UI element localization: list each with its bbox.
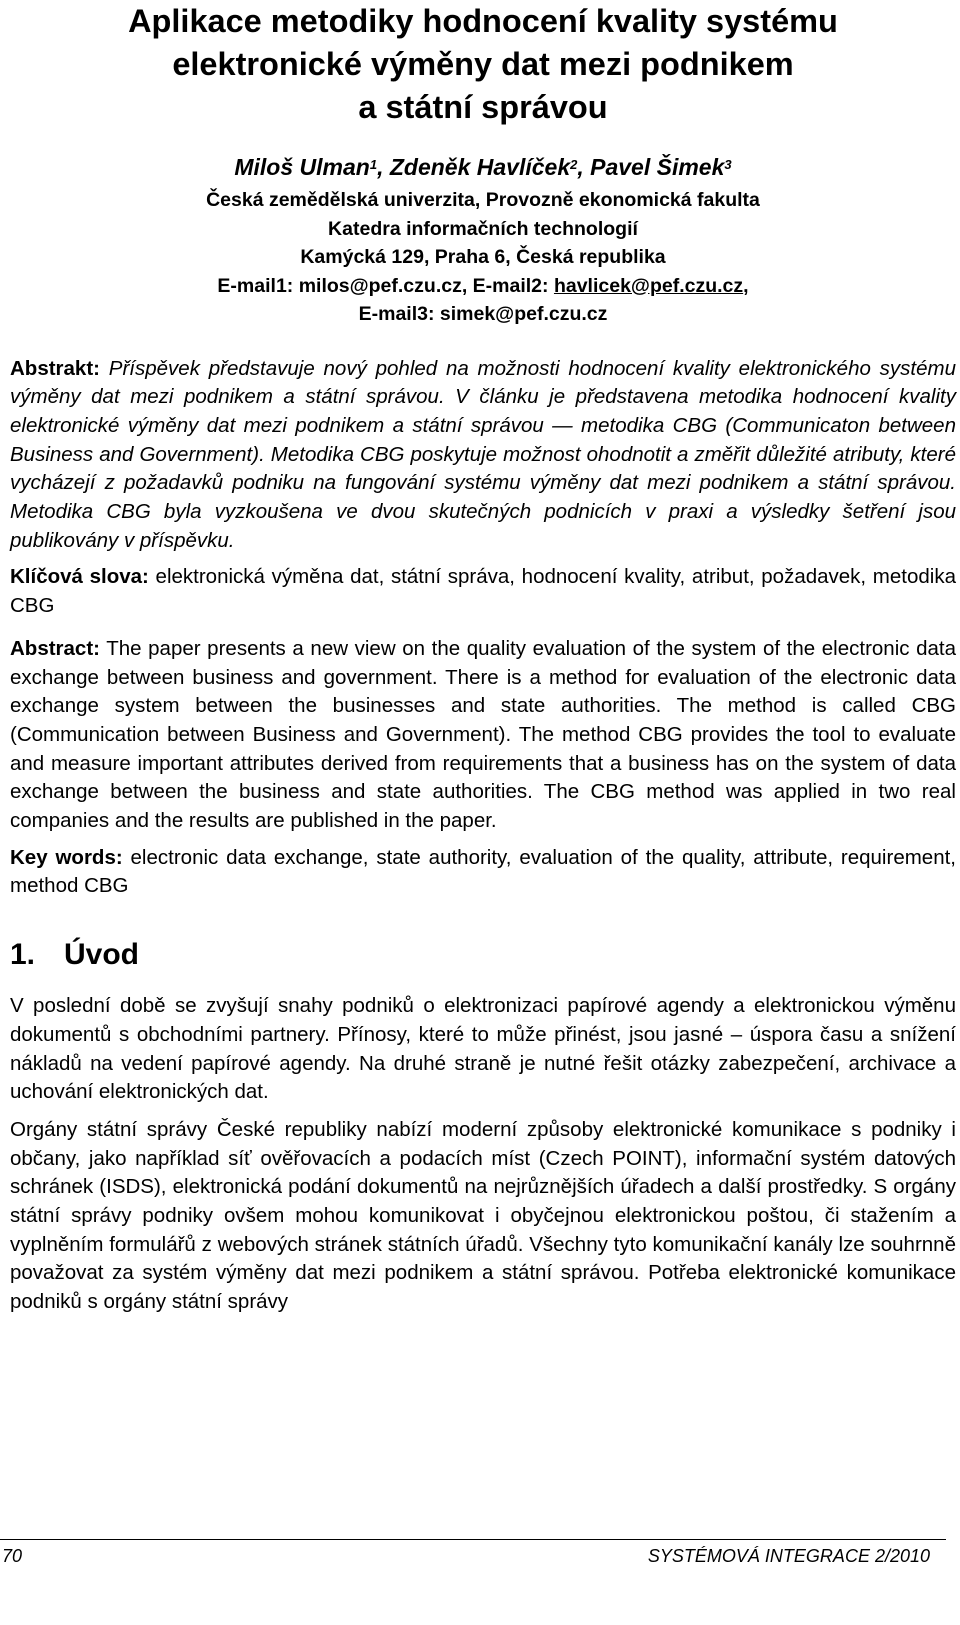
email-line-suffix: , <box>743 274 749 297</box>
section-heading <box>10 935 956 975</box>
affiliation-block <box>10 186 956 329</box>
title-line-3: a státní správou <box>358 89 608 125</box>
abstract-czech <box>10 355 956 556</box>
author-affiliation-mark: 2 <box>570 157 578 172</box>
author-name: Pavel Šimek <box>590 154 725 180</box>
affiliation-department: Katedra informačních technologií <box>328 217 638 240</box>
author-affiliation-mark: 1 <box>369 157 378 172</box>
keywords-czech-label: Klíčová slova: <box>10 565 149 589</box>
abstract-english <box>10 635 956 836</box>
abstract-czech-label: Abstrakt: <box>10 356 100 380</box>
keywords-czech-text: elektronická výměna dat, státní správa, hodnocení kvality, atribut, požadavek, metodika CBG <box>10 565 956 618</box>
section-title: Úvod <box>64 938 139 972</box>
title-line-1: Aplikace metodiky hodnocení kvality systému <box>128 3 838 39</box>
paper-title <box>10 0 956 129</box>
abstract-english-label: Abstract: <box>10 636 100 660</box>
author-affiliation-mark: 3 <box>724 157 732 172</box>
intro-paragraph-2: Orgány státní správy České republiky nabízí moderní způsoby elektronické komunikace s podniky i občany, jako například síť ověřovacích a podacích míst (Czech POINT), informační systém datových schránek (ISDS), elektronická podání dokumentů na nejrůznějších úřadech a další prostředky. S orgány státní správy podniky ovšem mohou komunikovat i obyčejnou elektronickou poštou, či stažením a vyplněním formulářů z webových stránek státních úřadů. Všechny tyto komunikační kanály lze souhrnně považovat za systém výměny dat mezi podnikem a státní správou. Potřeba elektronické komunikace podniků s orgány státní správy <box>10 1117 956 1314</box>
footer-divider <box>0 1539 946 1540</box>
affiliation-address: Kamýcká 129, Praha 6, Česká republika <box>300 246 666 268</box>
intro-paragraph-1: V poslední době se zvyšují snahy podniků o elektronizaci papírové agendy a elektronickou výměnu dokumentů s obchodními partnery. Přínosy, které to může přinést, jsou jasné – úspora času a snížení nákladů na vedení papírové agendy. Na druhé straně je nutné řešit otázky zabezpečení, archivace a uchování elektronických dat. <box>10 994 956 1104</box>
author-name: Zdeněk Havlíček <box>389 154 571 180</box>
author-list <box>10 152 956 182</box>
abstract-czech-text: Příspěvek představuje nový pohled na možnosti hodnocení kvality elektronického systému výměny dat mezi podnikem a státní správou. V článku je představena metodika hodnocení kvality elektronické výměny dat mezi podnikem a státní správou — metodika CBG (Communicaton between Business and Government). Metodika CBG poskytuje možnost ohodnotit a změřit důležité atributy, které vycházejí z požadavků podniku na fungování systému výměny dat mezi podnikem a státní správou. Metodika CBG byla vyzkoušena ve dvou skutečných podnicích v praxi a výsledky šetření jsou publikovány v příspěvku. <box>10 356 956 552</box>
keywords-english-text: electronic data exchange, state authority, evaluation of the quality, attribute, requirement, method CBG <box>10 845 956 898</box>
journal-name: SYSTÉMOVÁ INTEGRACE 2/2010 <box>647 1546 930 1566</box>
author-separator: , <box>377 154 390 180</box>
keywords-english-label: Key words: <box>10 845 123 869</box>
paper-page <box>10 0 956 1317</box>
affiliation-university: Česká zemědělská univerzita, Provozně ekonomická fakulta <box>206 189 760 211</box>
section-number: 1. <box>10 938 36 972</box>
email-link[interactable]: havlicek@pef.czu.cz <box>553 274 744 297</box>
author-separator: , <box>577 154 591 180</box>
page-number: 70 <box>2 1546 23 1566</box>
email-line-3: E-mail3: simek@pef.czu.cz <box>358 303 608 325</box>
keywords-english <box>10 844 956 901</box>
keywords-czech <box>10 563 956 620</box>
author-name: Miloš Ulman <box>234 154 370 180</box>
email-line-prefix: E-mail1: milos@pef.czu.cz, E-mail2: <box>217 274 554 297</box>
abstract-english-text: The paper presents a new view on the quality evaluation of the system of the electronic data exchange between business and government. There is a method for evaluation of the electronic data exchange system between the businesses and state authorities. The method is called CBG (Communication between Business and Government). The method CBG provides the tool to evaluate and measure important attributes derived from requirements that a business has on the system of data exchange between the business and state authorities. The CBG method was applied in two real companies and the results are published in the paper. <box>10 636 956 833</box>
title-line-2: elektronické výměny dat mezi podnikem <box>172 46 794 82</box>
